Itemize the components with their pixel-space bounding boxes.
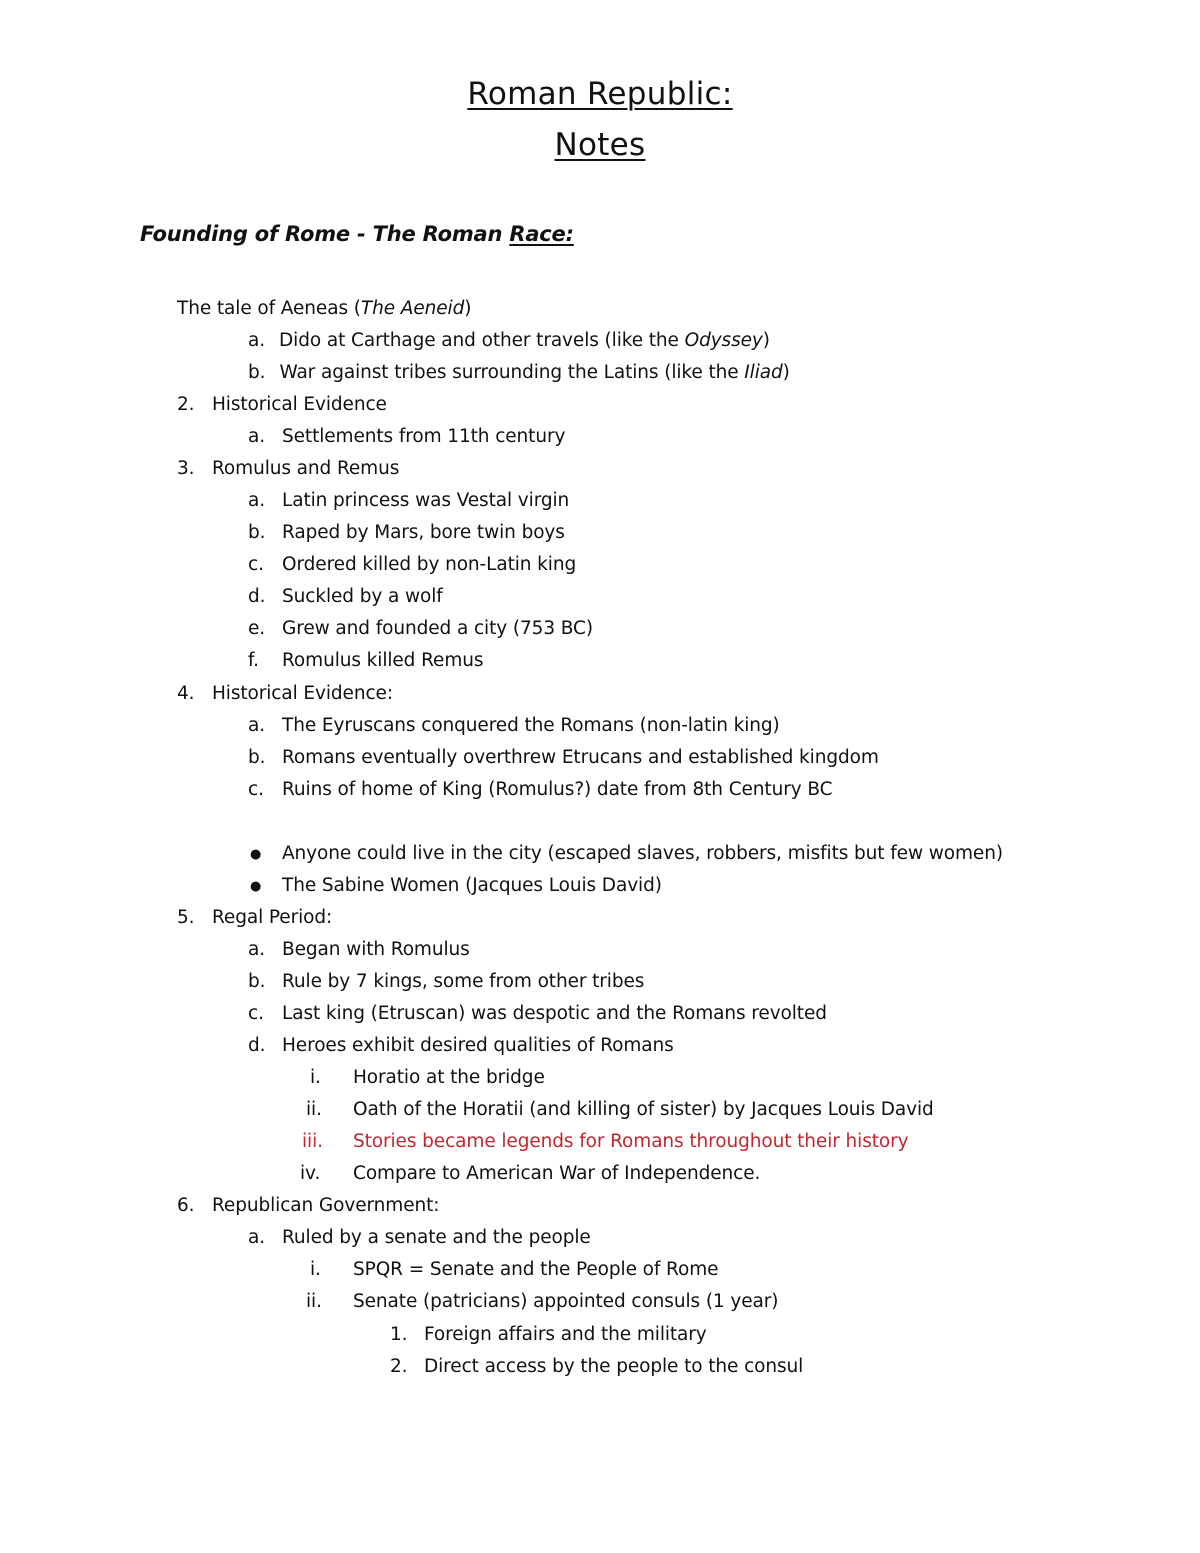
list-item [0, 1259, 1200, 1289]
list-item [0, 1163, 1200, 1193]
list-item-text: Compare to American War of Independence. [353, 1163, 761, 1184]
list-marker: 2. [177, 394, 195, 415]
list-item [0, 907, 1200, 937]
list-item [0, 394, 1200, 424]
list-item-text: Last king (Etruscan) was despotic and the Romans revolted [282, 1003, 827, 1024]
list-marker: ii. [306, 1099, 322, 1120]
list-marker: e. [248, 618, 266, 639]
list-item [0, 843, 1200, 873]
list-marker: 4. [177, 683, 195, 704]
list-marker: iii. [302, 1131, 323, 1152]
list-item [0, 1227, 1200, 1257]
list-item [0, 1035, 1200, 1065]
page-title: Roman Republic: [467, 76, 733, 112]
list-item-text: Suckled by a wolf [282, 586, 443, 607]
list-item-text: Latin princess was Vestal virgin [282, 490, 570, 511]
list-marker: ii. [306, 1291, 322, 1312]
list-marker: f. [248, 650, 259, 671]
list-item [0, 971, 1200, 1001]
list-marker: b. [248, 362, 266, 383]
list-marker: ● [250, 879, 262, 894]
list-item [0, 1195, 1200, 1225]
list-item [0, 779, 1200, 809]
list-item-text: Stories became legends for Romans throughout their history [353, 1131, 909, 1152]
list-item-italic: Odyssey [684, 330, 763, 351]
list-item [0, 939, 1200, 969]
list-item-text: Heroes exhibit desired qualities of Romans [282, 1035, 674, 1056]
list-item-text: Historical Evidence [212, 394, 387, 415]
list-item-text: Regal Period: [212, 907, 333, 928]
list-item-text: Horatio at the bridge [353, 1067, 545, 1088]
list-item-text: The tale of Aeneas ( [177, 298, 361, 319]
list-item-suffix: ) [762, 330, 770, 351]
list-marker: c. [248, 779, 264, 800]
list-item [0, 1356, 1200, 1386]
list-item [0, 458, 1200, 488]
list-item [0, 1131, 1200, 1161]
list-marker: c. [248, 554, 264, 575]
list-item [248, 362, 790, 383]
list-item-italic: The Aeneid [360, 298, 465, 319]
list-item-text: Ruled by a senate and the people [282, 1227, 591, 1248]
list-marker: 5. [177, 907, 195, 928]
list-item-text: Senate (patricians) appointed consuls (1 year) [353, 1291, 779, 1312]
list-marker: 3. [177, 458, 195, 479]
list-marker: i. [310, 1067, 321, 1088]
list-marker: b. [248, 522, 266, 543]
list-item-text: Anyone could live in the city (escaped slaves, robbers, misfits but few women) [282, 843, 1003, 864]
list-item-text: War against tribes surrounding the Latins (like the [279, 362, 745, 383]
list-item [0, 1099, 1200, 1129]
list-item [0, 715, 1200, 745]
list-marker: c. [248, 1003, 264, 1024]
list-item [0, 1067, 1200, 1097]
list-marker: a. [248, 715, 266, 736]
list-item-text: Historical Evidence: [212, 683, 393, 704]
list-item-text: Republican Government: [212, 1195, 440, 1216]
list-item [0, 1324, 1200, 1354]
list-marker: a. [248, 490, 266, 511]
list-marker: iv. [300, 1163, 321, 1184]
list-item-text: Romulus and Remus [212, 458, 400, 479]
list-marker: a. [248, 939, 266, 960]
list-item-text: Raped by Mars, bore twin boys [282, 522, 565, 543]
list-item-text: The Eyruscans conquered the Romans (non-latin king) [282, 715, 780, 736]
list-item [0, 1291, 1200, 1321]
list-marker: d. [248, 586, 266, 607]
list-marker: a. [248, 330, 266, 351]
list-item [0, 586, 1200, 616]
list-item [0, 875, 1200, 905]
list-marker: i. [310, 1259, 321, 1280]
list-item-text: Romulus killed Remus [282, 650, 484, 671]
list-marker: b. [248, 747, 266, 768]
list-marker: a. [248, 426, 266, 447]
list-item [0, 683, 1200, 713]
list-item-text: SPQR = Senate and the People of Rome [353, 1259, 719, 1280]
list-item-suffix: ) [782, 362, 790, 383]
list-item-italic: Iliad [744, 362, 783, 383]
list-item-text: Romans eventually overthrew Etrucans and established kingdom [282, 747, 879, 768]
list-item-text: Oath of the Horatii (and killing of sister) by Jacques Louis David [353, 1099, 934, 1120]
list-item [0, 618, 1200, 648]
list-item-text: Settlements from 11th century [282, 426, 566, 447]
list-item [0, 1003, 1200, 1033]
list-item [0, 490, 1200, 520]
section-heading-text: Founding of Rome - The Roman [140, 222, 510, 246]
list-marker: a. [248, 1227, 266, 1248]
list-item-text: Rule by 7 kings, some from other tribes [282, 971, 645, 992]
list-marker: ● [250, 847, 262, 862]
list-item [177, 298, 471, 319]
list-item-text: Dido at Carthage and other travels (like the [279, 330, 685, 351]
list-item-text: Grew and founded a city (753 BC) [282, 618, 593, 639]
list-marker: d. [248, 1035, 266, 1056]
section-heading [140, 222, 574, 246]
list-item [0, 554, 1200, 584]
list-item-text: Began with Romulus [282, 939, 470, 960]
list-item-text: The Sabine Women (Jacques Louis David) [282, 875, 662, 896]
section-heading-underlined: Race: [509, 222, 574, 246]
list-item [0, 522, 1200, 552]
list-item-suffix: ) [464, 298, 472, 319]
list-marker: 1. [390, 1324, 408, 1345]
list-item [0, 747, 1200, 777]
list-item [248, 330, 770, 351]
list-marker: 2. [390, 1356, 408, 1377]
list-marker: b. [248, 971, 266, 992]
page-subtitle: Notes [554, 127, 646, 163]
list-item [0, 650, 1200, 680]
list-item-text: Ruins of home of King (Romulus?) date from 8th Century BC [282, 779, 833, 800]
list-item-text: Foreign affairs and the military [424, 1324, 707, 1345]
list-item [0, 426, 1200, 456]
list-item-text: Ordered killed by non-Latin king [282, 554, 577, 575]
list-marker: 6. [177, 1195, 195, 1216]
list-item-text: Direct access by the people to the consul [424, 1356, 804, 1377]
